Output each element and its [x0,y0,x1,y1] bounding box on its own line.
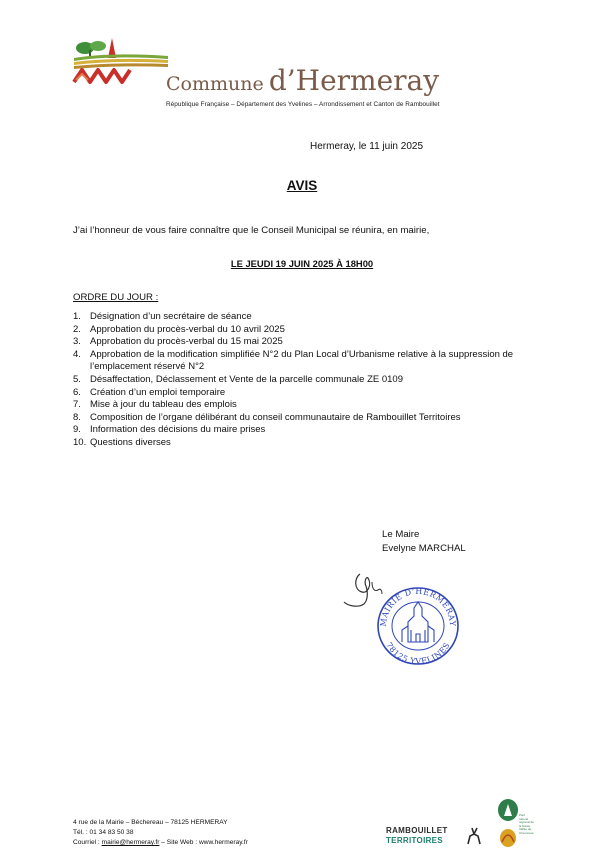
deer-icon [464,826,484,846]
agenda-item-text: Information des décisions du maire prises [90,424,266,436]
agenda-item-text: Composition de l’organe délibérant du conseil communautaire de Rambouillet Territoires [90,411,461,423]
signatory-role: Le Maire [382,529,420,540]
footer-phone: Tél. : 01 34 83 50 38 [73,829,134,836]
agenda-item-text: Désaffectation, Déclassement et Vente de la parcelle communale ZE 0109 [90,373,403,385]
signatory-block [382,528,466,556]
church-icon [402,602,434,642]
footer-email-label: Courriel : [73,839,102,846]
intro-paragraph: J’ai l’honneur de vous faire connaître que le Conseil Municipal se réunira, en mairie, [73,225,430,236]
agenda-heading: ORDRE DU JOUR : [73,292,159,303]
commune-prefix: Commune [166,73,264,95]
document-title: AVIS [286,178,318,193]
agenda-item-number: 3. [73,336,81,348]
agenda-item [73,311,553,324]
footer-site-label: – Site Web : [159,839,199,846]
agenda-item [73,387,553,400]
agenda-item-text: Questions diverses [90,436,171,448]
agenda-item-text: Mise à jour du tableau des emplois [90,399,237,411]
meeting-date: LE JEUDI 19 JUIN 2025 À 18H00 [230,258,374,269]
footer-web-line [73,838,248,848]
footer-email-link[interactable]: mairie@hermeray.fr [101,839,160,846]
footer-site-link[interactable]: www.hermeray.fr [198,839,248,846]
commune-title [166,64,439,97]
footer-contact [73,818,248,848]
agenda-list [73,311,553,450]
agenda-item-number: 9. [73,424,81,436]
agenda-item [73,424,553,437]
agenda-item-number: 1. [73,311,81,322]
agenda-item-number: 6. [73,386,81,398]
agenda-item-number: 2. [73,323,81,335]
date-line: Hermeray, le 11 juin 2025 [310,141,424,152]
commune-name: d’Hermeray [268,64,440,97]
agenda-item [73,399,553,412]
footer-address: 4 rue de la Mairie – Béchereau – 78125 HERMERAY [73,819,228,826]
agenda-item-text: Création d’un emploi temporaire [90,386,226,398]
agenda-item [73,349,553,374]
official-seal [364,578,472,668]
rt-logo-line1: RAMBOUILLET [386,826,448,835]
signatory-name: Evelyne MARCHAL [382,543,466,554]
seal-text-bottom: 78125 YVELINES [384,640,452,667]
agenda-item-text: Désignation d’un secrétaire de séance [90,311,252,322]
agenda-item-number: 8. [73,411,81,423]
agenda-item [73,336,553,349]
agenda-item-text: Approbation du procès-verbal du 10 avril 2025 [90,323,285,335]
rambouillet-territoires-logo-icon [380,822,490,850]
agenda-item [73,437,553,450]
agenda-item-number: 5. [73,373,81,385]
parc-logo-text: Parc naturel régional de la Haute Vallée de Chevreuse [519,813,534,835]
agenda-item-text: Approbation de la modification simplifiée N°2 du Plan Local d’Urbanisme relative à la suppression de l’emplacement réservé N°2 [90,348,514,373]
header-subtitle: République Française – Département des Yvelines – Arrondissement et Canton de Rambouillet [166,101,440,108]
agenda-item [73,374,553,387]
agenda-item-number: 7. [73,399,81,411]
parc-naturel-logo-icon [496,798,536,852]
hermeray-landscape-logo-icon [72,36,172,92]
agenda-item-text: Approbation du procès-verbal du 15 mai 2025 [90,336,283,348]
agenda-item [73,412,553,425]
svg-text:MAIRIE D’HERMERAY [379,587,457,627]
svg-text:78125 YVELINES [384,641,452,666]
agenda-item-number: 4. [73,348,81,360]
agenda-item-number: 10. [73,436,87,448]
seal-text-top: MAIRIE D’HERMERAY [378,586,458,628]
agenda-item [73,324,553,337]
rt-logo-line2: TERRITOIRES [386,836,443,845]
